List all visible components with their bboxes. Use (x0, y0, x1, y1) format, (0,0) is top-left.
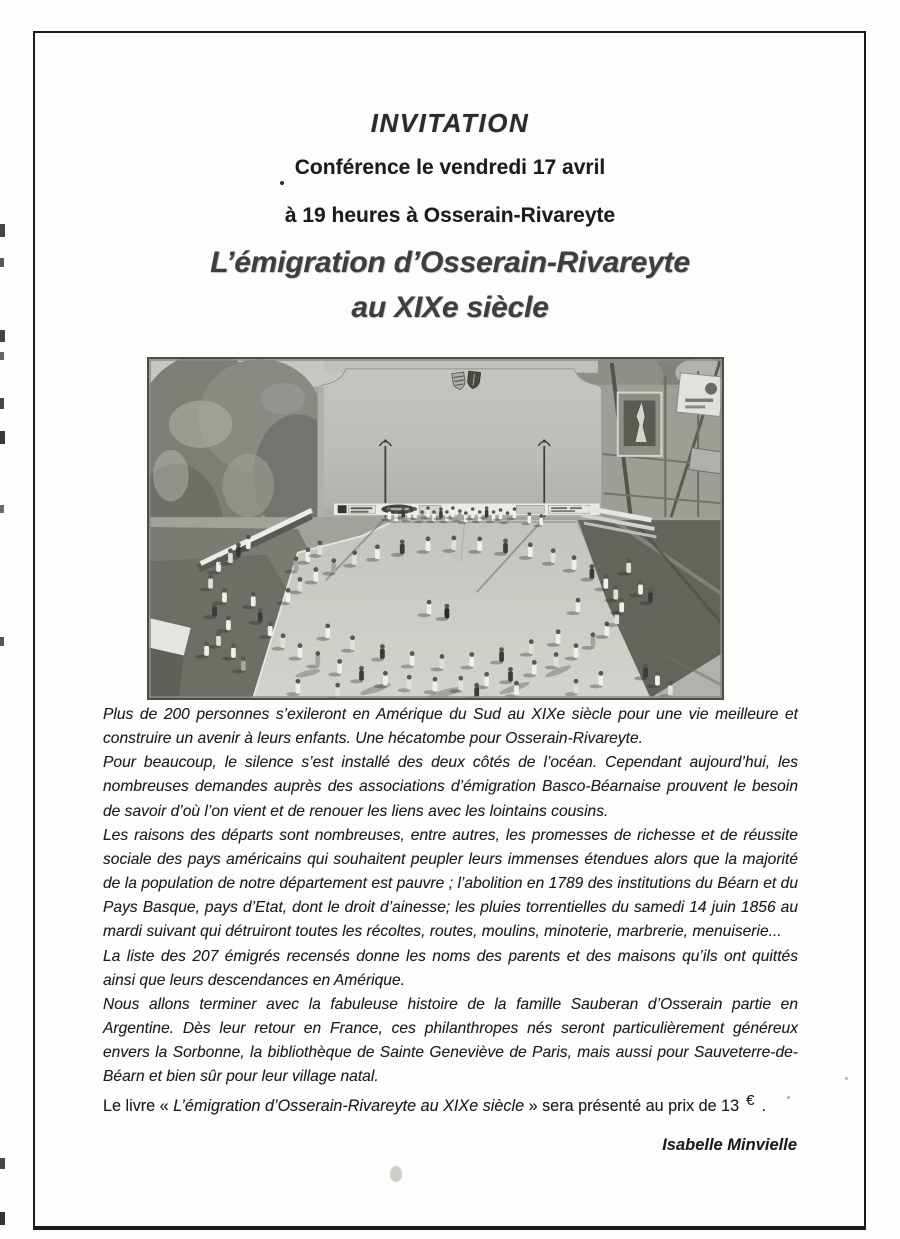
time-place-line: à 19 heures à Osserain-Rivareyte (284, 204, 616, 227)
euro-sign: € (746, 1092, 755, 1109)
scan-edge-mark (0, 637, 4, 646)
pelota-poster (618, 393, 662, 456)
talk-title-line2: au XIXe siècle (351, 291, 549, 324)
body-paragraph: La liste des 207 émigrés recensés donne les noms des parents et des maisons qu’ils ont quittés ainsi que leurs descendances en Amérique. (103, 947, 798, 989)
book-line-prefix: Le livre « (103, 1097, 174, 1115)
scan-edge-mark (0, 1212, 5, 1225)
scan-edge-mark (0, 352, 4, 360)
scan-edge-mark (0, 431, 5, 444)
talk-title-line1: L’émigration d’Osserain-Rivareyte (210, 246, 690, 279)
invitation-heading: INVITATION (370, 108, 530, 138)
scan-edge-mark (0, 1158, 5, 1169)
sponsor-sign-top-right (676, 373, 722, 417)
fronton-photo (147, 357, 724, 700)
book-line-period: . (761, 1097, 767, 1115)
book-line-suffix: » sera présenté au prix de 13 (524, 1097, 740, 1115)
author-signature: Isabelle Minvielle (662, 1136, 797, 1154)
scan-edge-mark (0, 505, 4, 513)
sponsor-sign-lower (689, 448, 722, 474)
book-price-line (103, 1092, 766, 1116)
scan-edge-mark (0, 330, 5, 342)
fronton-photo-art (149, 359, 722, 698)
body-text (103, 703, 798, 1090)
body-paragraph: Nous allons terminer avec la fabuleuse histoire de la famille Sauberan d’Osserain partie en Argentine. Dès leur retour en France, ces philanthropes nés seront particulièrement généreux envers la Sorbonne, la bibliothèque de Sainte Geneviève de Paris, mais aussi pour Sauveterre-de-Béarn et bien sûr pour leur village natal. (103, 995, 798, 1086)
body-paragraph: Les raisons des départs sont nombreuses, entre autres, les promesses de richesse et de réussite sociale des pays américains qui souhaitent peupler leurs immenses étendues alors que la majorité de la population de notre département est pauvre ; l’abolition en 1789 des institutions du Béarn et du Pays Basque, pays d’Etat, dont le droit d’ainesse; les pluies torrentielles du samedi 14 juin 1856 au mardi suivant qui détruiront toutes les récoltes, routes, moulins, minoterie, marbrerie, menuiserie... (103, 826, 798, 941)
scan-edge-mark (0, 398, 4, 409)
conference-date-line: Conférence le vendredi 17 avril (294, 156, 606, 179)
body-paragraph: Plus de 200 personnes s’exileront en Amérique du Sud au XIXe siècle pour une vie meilleure et construire un avenir à leurs enfants. Une hécatombe pour Osserain-Rivareyte. (103, 706, 798, 748)
body-paragraph: Pour beaucoup, le silence s’est installé des deux côtés de l’océan. Cependant aujourd’hui, les nombreuses demandes auprès des associations d’émigration Basco-Béarnaise prouvent le besoin de savoir d’où l’on vient et de renouer les liens avec les lointains cousins. (103, 754, 798, 820)
fronton-wall (318, 359, 602, 520)
book-title: L’émigration d’Osserain-Rivareyte au XIXe siècle (173, 1097, 525, 1115)
